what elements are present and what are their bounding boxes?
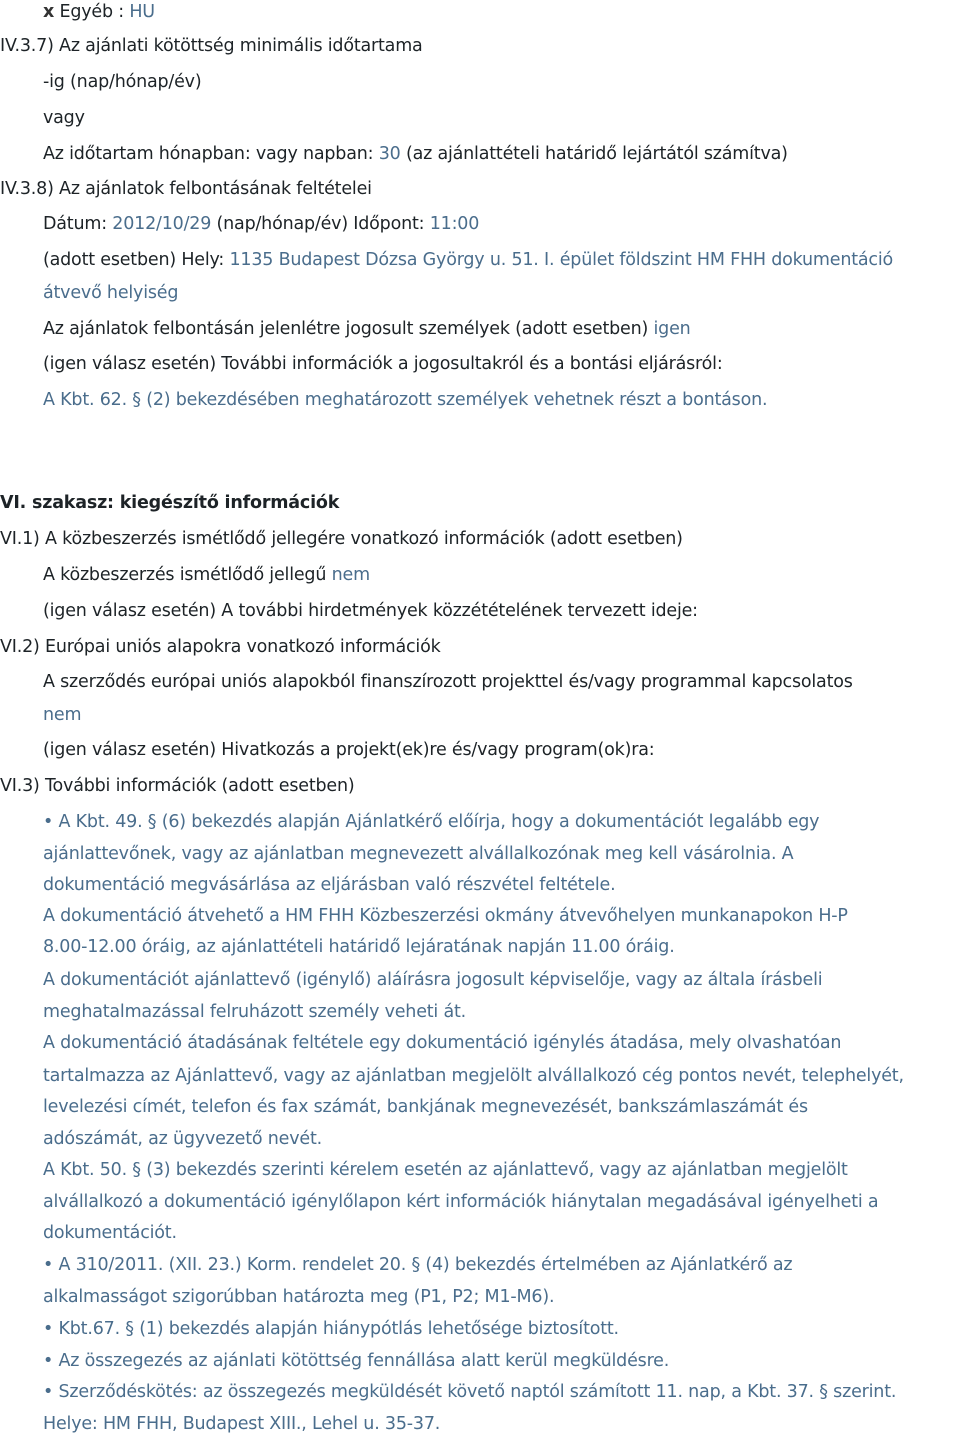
eu-funds-label: A szerződés európai uniós alapokból finanszírozott projekttel és/vagy programmal kapcsolatos (43, 672, 853, 692)
info-bullet: • Szerződéskötés: az összegezés megküldését követő naptól számított 11. nap, a Kbt. 37. § szerint. (43, 1380, 896, 1404)
date-value: 2012/10/29 (112, 214, 212, 234)
other-language-row (43, 0, 155, 24)
opening-info-label: (igen válasz esetén) További információk a jogosultakról és a bontási eljárásról: (43, 354, 723, 374)
info-line: levelezési címét, telefon és fax számát, bankjának megnevezését, bankszámlaszámát és (43, 1097, 808, 1117)
recurring-value: nem (331, 565, 370, 585)
info-line: A dokumentáció átadásának feltétele egy dokumentáció igénylés átadása, mely olvashatóan (43, 1033, 842, 1053)
project-ref-label: (igen válasz esetén) Hivatkozás a projekt(ek)re és/vagy program(ok)ra: (43, 740, 655, 760)
info-line: 8.00-12.00 óráig, az ajánlattételi határidő lejáratának napján 11.00 óráig. (43, 937, 675, 957)
recurring-label: A közbeszerzés ismétlődő jellegű (43, 565, 327, 585)
place-value: 1135 Budapest Dózsa György u. 51. I. épület földszint HM FHH dokumentáció (229, 250, 894, 270)
info-line: dokumentáció megvásárlása az eljárásban való részvétel feltétele. (43, 875, 616, 895)
heading-vi3: VI.3) További információk (adott esetben) (0, 776, 355, 796)
heading-vi2: VI.2) Európai uniós alapokra vonatkozó információk (0, 637, 441, 657)
other-language-value: HU (129, 2, 155, 22)
other-language-label: Egyéb : (59, 2, 124, 22)
eu-funds-value: nem (43, 705, 82, 725)
info-bullet: • A 310/2011. (XII. 23.) Korm. rendelet 20. § (4) bekezdés értelmében az Ajánlatkérő az (43, 1253, 792, 1277)
info-line: dokumentációt. (43, 1223, 177, 1243)
info-line: Helye: HM FHH, Budapest XIII., Lehel u. 35-37. (43, 1414, 441, 1434)
next-notices-label: (igen válasz esetén) A további hirdetmények közzétételének tervezett ideje: (43, 601, 698, 621)
opening-info-value: A Kbt. 62. § (2) bekezdésében meghatározott személyek vehetnek részt a bontáson. (43, 390, 768, 410)
date-label: Dátum: (43, 214, 107, 234)
info-bullet: • A Kbt. 49. § (6) bekezdés alapján Ajánlatkérő előírja, hogy a dokumentációt legalább egy (43, 810, 819, 834)
duration-row (43, 142, 788, 166)
duration-label: Az időtartam hónapban: vagy napban: (43, 144, 374, 164)
info-line: tartalmazza az Ajánlattevő, vagy az ajánlatban megjelölt alvállalkozó cég pontos nevét, telephelyét, (43, 1066, 904, 1086)
info-line: A Kbt. 50. § (3) bekezdés szerinti kérelem esetén az ajánlattevő, vagy az ajánlatban megjelölt (43, 1160, 848, 1180)
section-vi-title: VI. szakasz: kiegészítő információk (0, 493, 340, 513)
validity-date-format: -ig (nap/hónap/év) (43, 72, 202, 92)
persons-row (43, 317, 691, 341)
info-line: adószámát, az ügyvezető nevét. (43, 1129, 322, 1149)
info-line: alvállalkozó a dokumentáció igénylőlapon kért információk hiánytalan megadásával igényelheti a (43, 1192, 879, 1212)
info-line: alkalmasságot szigorúbban határozta meg (P1, P2; M1-M6). (43, 1287, 555, 1307)
opening-date-row (43, 212, 479, 236)
heading-vi1: VI.1) A közbeszerzés ismétlődő jellegére vonatkozó információk (adott esetben) (0, 529, 683, 549)
time-value: 11:00 (429, 214, 480, 234)
info-bullet: • Kbt.67. § (1) bekezdés alapján hiánypótlás lehetősége biztosított. (43, 1317, 619, 1341)
info-line: meghatalmazással felruházott személy veheti át. (43, 1002, 466, 1022)
heading-iv37: IV.3.7) Az ajánlati kötöttség minimális időtartama (0, 36, 423, 56)
persons-value: igen (653, 319, 691, 339)
duration-value: 30 (378, 144, 401, 164)
info-line: ajánlattevőnek, vagy az ajánlatban megnevezett alvállalkozónak meg kell vásárolnia. A (43, 844, 794, 864)
place-label: (adott esetben) Hely: (43, 250, 225, 270)
info-bullet: • Az összegezés az ajánlati kötöttség fennállása alatt kerül megküldésre. (43, 1349, 669, 1373)
info-line: A dokumentációt ajánlattevő (igénylő) aláírásra jogosult képviselője, vagy az általa írásbeli (43, 970, 823, 990)
heading-iv38: IV.3.8) Az ajánlatok felbontásának feltételei (0, 179, 372, 199)
info-line: A dokumentáció átvehető a HM FHH Közbeszerzési okmány átvevőhelyen munkanapokon H-P (43, 906, 848, 926)
place-row (43, 248, 893, 272)
duration-suffix: (az ajánlattételi határidő lejártától számítva) (405, 144, 788, 164)
persons-label: Az ajánlatok felbontásán jelenlétre jogosult személyek (adott esetben) (43, 319, 649, 339)
date-format-label: (nap/hónap/év) Időpont: (216, 214, 425, 234)
or-text: vagy (43, 108, 85, 128)
recurring-row (43, 563, 370, 587)
place-value-cont: átvevő helyiség (43, 283, 179, 303)
checkbox-mark: x (43, 2, 55, 22)
